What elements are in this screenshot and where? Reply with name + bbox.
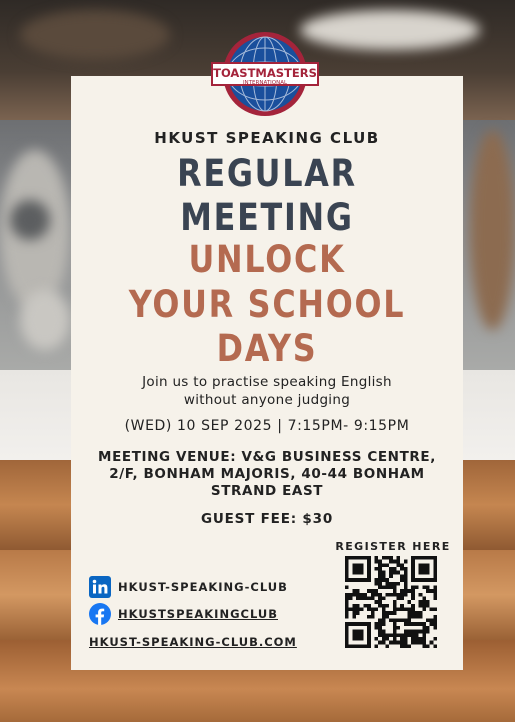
invite-line-1: Join us to practise speaking English [142, 374, 392, 390]
linkedin-icon [89, 576, 111, 598]
meeting-venue [71, 449, 463, 500]
invite-text [71, 373, 463, 409]
register-here-label: REGISTER HERE [335, 540, 451, 553]
facebook-icon [89, 603, 111, 625]
headline-line-days: DAYS [216, 327, 318, 370]
venue-line-2: 2/F, BONHAM MAJORIS, 40-44 BONHAM [109, 466, 425, 482]
venue-line-1: MEETING VENUE: V&G BUSINESS CENTRE, [98, 449, 436, 465]
linkedin-handle: HKUST-SPEAKING-CLUB [118, 580, 288, 594]
venue-line-3: STRAND EAST [210, 483, 324, 499]
headline-line-unlock: UNLOCK [188, 238, 346, 281]
qr-code[interactable] [345, 556, 437, 648]
headline-line-your-school: YOUR SCHOOL [128, 283, 406, 326]
toastmasters-logo [210, 30, 320, 118]
meeting-datetime: (WED) 10 SEP 2025 | 7:15PM- 9:15PM [124, 418, 410, 434]
guest-fee: GUEST FEE: $30 [200, 511, 334, 527]
website-link[interactable]: HKUST-SPEAKING-CLUB.COM [89, 635, 297, 649]
invite-line-2: without anyone judging [183, 392, 351, 408]
logo-wordmark: TOASTMASTERS [213, 66, 317, 80]
linkedin-link[interactable] [89, 576, 288, 598]
facebook-handle: HKUSTSPEAKINGCLUB [118, 607, 278, 621]
logo-subtitle: INTERNATIONAL [242, 80, 288, 86]
facebook-link[interactable] [89, 603, 278, 625]
headline-line-meeting: MEETING [180, 196, 354, 239]
club-name: HKUST SPEAKING CLUB [154, 129, 380, 147]
headline-line-regular: REGULAR [177, 152, 357, 195]
